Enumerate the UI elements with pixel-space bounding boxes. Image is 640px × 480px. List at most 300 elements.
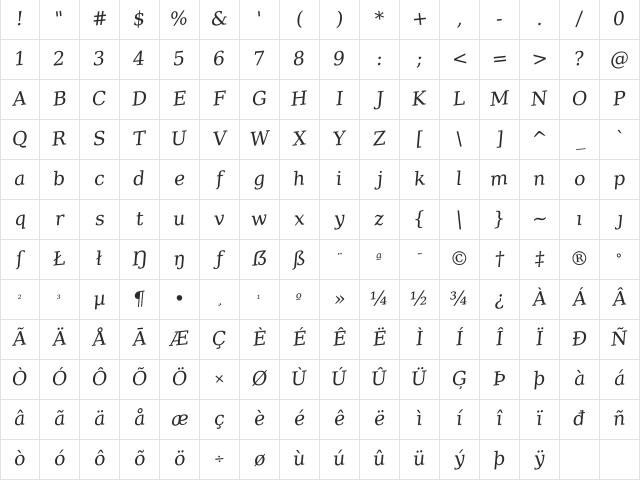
glyph-cell[interactable] <box>440 360 480 400</box>
glyph-cell[interactable] <box>440 80 480 120</box>
glyph-cell[interactable] <box>440 280 480 320</box>
glyph-cell[interactable] <box>320 280 360 320</box>
glyph-character: m <box>489 167 510 191</box>
glyph-character: º <box>295 291 304 308</box>
glyph-character: ƒ <box>214 247 225 271</box>
glyph-cell[interactable] <box>520 0 560 40</box>
glyph-cell[interactable] <box>40 240 80 280</box>
glyph-character: Ç <box>211 327 228 351</box>
glyph-cell[interactable] <box>440 320 480 360</box>
glyph-cell[interactable] <box>480 120 520 160</box>
glyph-cell[interactable] <box>0 200 40 240</box>
glyph-cell[interactable] <box>40 400 80 440</box>
glyph-cell[interactable] <box>400 120 440 160</box>
glyph-cell[interactable] <box>40 160 80 200</box>
glyph-character: U <box>170 127 189 151</box>
glyph-cell[interactable] <box>80 200 120 240</box>
glyph-cell[interactable] <box>200 120 240 160</box>
glyph-cell[interactable] <box>280 360 320 400</box>
glyph-cell[interactable] <box>560 200 600 240</box>
glyph-cell[interactable] <box>560 0 600 40</box>
glyph-cell[interactable] <box>240 0 280 40</box>
glyph-cell[interactable] <box>360 400 400 440</box>
glyph-cell[interactable] <box>240 360 280 400</box>
glyph-cell[interactable] <box>200 400 240 440</box>
glyph-cell[interactable] <box>480 200 520 240</box>
glyph-character: ó <box>52 447 67 471</box>
glyph-cell[interactable] <box>0 0 40 40</box>
glyph-cell[interactable] <box>400 360 440 400</box>
glyph-character: ~ <box>530 207 549 231</box>
glyph-cell[interactable] <box>120 360 160 400</box>
glyph-cell[interactable] <box>360 280 400 320</box>
glyph-cell[interactable] <box>40 120 80 160</box>
glyph-character: Î <box>494 327 505 351</box>
glyph-cell[interactable] <box>120 240 160 280</box>
glyph-cell[interactable] <box>160 280 200 320</box>
glyph-cell[interactable] <box>80 120 120 160</box>
glyph-cell[interactable] <box>200 80 240 120</box>
glyph-character: é <box>292 407 307 431</box>
glyph-cell[interactable] <box>560 440 600 480</box>
glyph-cell[interactable] <box>560 280 600 320</box>
glyph-cell[interactable] <box>560 80 600 120</box>
glyph-cell[interactable] <box>560 40 600 80</box>
glyph-cell[interactable] <box>160 200 200 240</box>
glyph-cell[interactable] <box>40 0 80 40</box>
glyph-character: ȷ <box>615 207 624 231</box>
glyph-character: × <box>213 371 226 388</box>
glyph-cell[interactable] <box>280 80 320 120</box>
glyph-character: ï <box>535 407 544 431</box>
glyph-character: } <box>492 207 507 231</box>
glyph-character: ² <box>17 293 23 305</box>
glyph-cell[interactable] <box>240 40 280 80</box>
glyph-cell[interactable] <box>600 400 640 440</box>
glyph-cell[interactable] <box>560 320 600 360</box>
glyph-cell[interactable] <box>520 160 560 200</box>
glyph-cell[interactable] <box>400 280 440 320</box>
glyph-character: Ł <box>51 247 67 271</box>
glyph-cell[interactable] <box>280 240 320 280</box>
glyph-cell[interactable] <box>360 160 400 200</box>
glyph-cell[interactable] <box>40 80 80 120</box>
glyph-character: r <box>53 207 66 231</box>
glyph-cell[interactable] <box>360 40 400 80</box>
glyph-character: e <box>172 167 187 191</box>
glyph-cell[interactable] <box>520 200 560 240</box>
glyph-character: ] <box>494 127 505 151</box>
glyph-cell[interactable] <box>480 0 520 40</box>
glyph-character: ì <box>415 407 424 431</box>
glyph-character: ÷ <box>213 451 226 468</box>
glyph-character: Æ <box>168 327 191 351</box>
glyph-cell[interactable] <box>240 320 280 360</box>
glyph-character: ³ <box>56 293 63 305</box>
glyph-character: # <box>90 7 109 31</box>
glyph-character: T <box>131 127 147 151</box>
glyph-character: đ <box>572 407 587 431</box>
glyph-cell[interactable] <box>200 160 240 200</box>
glyph-cell[interactable] <box>560 400 600 440</box>
glyph-cell[interactable] <box>120 0 160 40</box>
glyph-cell[interactable] <box>40 200 80 240</box>
glyph-cell[interactable] <box>320 80 360 120</box>
glyph-character: ? <box>573 47 586 71</box>
glyph-cell[interactable] <box>40 40 80 80</box>
glyph-cell[interactable] <box>360 80 400 120</box>
glyph-cell[interactable] <box>40 280 80 320</box>
glyph-character: ç <box>212 407 226 431</box>
glyph-character: $ <box>132 7 147 31</box>
glyph-character: Á <box>571 287 588 311</box>
glyph-cell[interactable] <box>320 120 360 160</box>
glyph-cell[interactable] <box>40 360 80 400</box>
glyph-character: E <box>171 87 188 111</box>
glyph-character: f <box>214 167 225 191</box>
glyph-character: å <box>132 407 147 431</box>
glyph-character: • <box>172 287 187 311</box>
glyph-character: ú <box>332 447 347 471</box>
glyph-cell[interactable] <box>440 40 480 80</box>
glyph-cell[interactable] <box>360 200 400 240</box>
glyph-cell[interactable] <box>240 280 280 320</box>
glyph-cell[interactable] <box>600 200 640 240</box>
glyph-cell[interactable] <box>560 120 600 160</box>
glyph-character: k <box>412 167 427 191</box>
glyph-cell[interactable] <box>400 40 440 80</box>
glyph-cell[interactable] <box>440 120 480 160</box>
glyph-cell[interactable] <box>200 200 240 240</box>
glyph-character: a <box>13 167 27 191</box>
glyph-cell[interactable] <box>280 0 320 40</box>
glyph-cell[interactable] <box>80 320 120 360</box>
glyph-cell[interactable] <box>600 280 640 320</box>
glyph-cell[interactable] <box>600 120 640 160</box>
glyph-cell[interactable] <box>360 0 400 40</box>
glyph-character: , <box>455 7 464 31</box>
glyph-cell[interactable] <box>600 240 640 280</box>
glyph-character: © <box>448 247 471 271</box>
glyph-cell[interactable] <box>160 160 200 200</box>
glyph-cell[interactable] <box>480 240 520 280</box>
glyph-cell[interactable] <box>200 0 240 40</box>
glyph-character: _ <box>573 127 586 151</box>
glyph-character: à <box>572 367 587 391</box>
glyph-character: ü <box>412 447 427 471</box>
glyph-character: Ā <box>131 327 148 351</box>
glyph-character: þ <box>532 367 547 391</box>
glyph-cell[interactable] <box>40 440 80 480</box>
glyph-cell[interactable] <box>520 40 560 80</box>
glyph-cell[interactable] <box>160 360 200 400</box>
glyph-cell[interactable] <box>520 320 560 360</box>
glyph-cell[interactable] <box>200 40 240 80</box>
glyph-cell[interactable] <box>160 80 200 120</box>
glyph-character: ö <box>172 447 187 471</box>
glyph-cell[interactable] <box>520 280 560 320</box>
glyph-character: u <box>172 207 187 231</box>
glyph-cell[interactable] <box>480 320 520 360</box>
glyph-cell[interactable] <box>280 160 320 200</box>
glyph-cell[interactable] <box>0 80 40 120</box>
glyph-cell[interactable] <box>120 400 160 440</box>
glyph-character: n <box>532 167 547 191</box>
glyph-character: Ģ <box>450 367 469 391</box>
glyph-character: ¶ <box>132 287 147 311</box>
glyph-cell[interactable] <box>400 200 440 240</box>
glyph-cell[interactable] <box>200 320 240 360</box>
glyph-cell[interactable] <box>360 440 400 480</box>
glyph-cell[interactable] <box>600 320 640 360</box>
glyph-character: ; <box>415 47 424 71</box>
glyph-character: Ô <box>90 367 109 391</box>
glyph-character: = <box>490 47 509 71</box>
glyph-cell[interactable] <box>320 240 360 280</box>
glyph-cell[interactable] <box>480 80 520 120</box>
glyph-character: w <box>250 207 269 231</box>
glyph-character: Ë <box>371 327 388 351</box>
glyph-character: Ì <box>414 327 425 351</box>
glyph-cell[interactable] <box>80 240 120 280</box>
glyph-cell[interactable] <box>80 400 120 440</box>
glyph-cell[interactable] <box>600 360 640 400</box>
glyph-cell[interactable] <box>120 280 160 320</box>
glyph-character: x <box>292 207 306 231</box>
glyph-cell[interactable] <box>240 400 280 440</box>
glyph-character: ‡ <box>533 247 546 271</box>
glyph-cell[interactable] <box>160 0 200 40</box>
glyph-cell[interactable] <box>200 240 240 280</box>
glyph-cell[interactable] <box>40 320 80 360</box>
glyph-character: / <box>575 7 584 31</box>
glyph-cell[interactable] <box>80 280 120 320</box>
glyph-cell[interactable] <box>600 160 640 200</box>
glyph-cell[interactable] <box>240 240 280 280</box>
glyph-character: Ã <box>11 327 28 351</box>
glyph-character: { <box>412 207 427 231</box>
glyph-cell[interactable] <box>160 40 200 80</box>
glyph-cell[interactable] <box>120 200 160 240</box>
glyph-character: X <box>291 127 308 151</box>
glyph-cell[interactable] <box>240 160 280 200</box>
glyph-character: ŋ <box>172 247 187 271</box>
glyph-character: % <box>169 7 190 31</box>
glyph-character: ¸ <box>215 291 224 308</box>
glyph-cell[interactable] <box>240 80 280 120</box>
glyph-character: q <box>12 207 28 231</box>
glyph-cell[interactable] <box>320 400 360 440</box>
glyph-cell[interactable] <box>120 440 160 480</box>
glyph-cell[interactable] <box>0 40 40 80</box>
glyph-cell[interactable] <box>480 160 520 200</box>
glyph-cell[interactable] <box>120 40 160 80</box>
glyph-cell[interactable] <box>200 440 240 480</box>
glyph-cell[interactable] <box>0 400 40 440</box>
glyph-cell[interactable] <box>600 440 640 480</box>
glyph-character: À <box>531 287 548 311</box>
glyph-cell[interactable] <box>200 360 240 400</box>
glyph-character: H <box>290 87 309 111</box>
glyph-cell[interactable] <box>280 200 320 240</box>
glyph-cell[interactable] <box>280 320 320 360</box>
glyph-cell[interactable] <box>120 80 160 120</box>
glyph-cell[interactable] <box>80 440 120 480</box>
glyph-cell[interactable] <box>480 360 520 400</box>
glyph-character: I <box>334 87 345 111</box>
glyph-character: á <box>612 367 627 391</box>
glyph-character: Q <box>11 127 29 151</box>
glyph-character: É <box>291 327 308 351</box>
glyph-cell[interactable] <box>0 440 40 480</box>
glyph-cell[interactable] <box>360 120 400 160</box>
glyph-cell[interactable] <box>320 40 360 80</box>
glyph-cell[interactable] <box>560 160 600 200</box>
glyph-cell[interactable] <box>320 160 360 200</box>
glyph-cell[interactable] <box>280 400 320 440</box>
glyph-cell[interactable] <box>360 240 400 280</box>
glyph-cell[interactable] <box>320 440 360 480</box>
glyph-character: Ò <box>11 367 29 391</box>
glyph-character: † <box>493 247 506 271</box>
glyph-cell[interactable] <box>160 240 200 280</box>
glyph-character: - <box>495 7 504 31</box>
glyph-cell[interactable] <box>280 280 320 320</box>
glyph-character: Ù <box>290 367 309 391</box>
glyph-cell[interactable] <box>400 240 440 280</box>
glyph-character: Ê <box>331 327 348 351</box>
glyph-character: Z <box>371 127 388 151</box>
glyph-character: ® <box>568 247 591 271</box>
glyph-character: O <box>570 87 589 111</box>
glyph-character: L <box>452 87 467 111</box>
glyph-cell[interactable] <box>440 200 480 240</box>
glyph-cell[interactable] <box>400 400 440 440</box>
glyph-cell[interactable] <box>0 320 40 360</box>
glyph-cell[interactable] <box>80 360 120 400</box>
glyph-character: y <box>332 207 346 231</box>
glyph-cell[interactable] <box>0 120 40 160</box>
glyph-character: È <box>251 327 268 351</box>
glyph-character: ` <box>613 127 626 151</box>
glyph-character: ô <box>92 447 107 471</box>
glyph-cell[interactable] <box>200 280 240 320</box>
glyph-character: ° <box>615 251 624 268</box>
glyph-cell[interactable] <box>400 440 440 480</box>
glyph-cell[interactable] <box>80 80 120 120</box>
glyph-cell[interactable] <box>520 80 560 120</box>
glyph-character: l <box>455 167 464 191</box>
glyph-cell[interactable] <box>440 400 480 440</box>
glyph-character: Ä <box>51 327 68 351</box>
glyph-character: þ <box>492 447 507 471</box>
glyph-cell[interactable] <box>0 160 40 200</box>
glyph-cell[interactable] <box>320 0 360 40</box>
glyph-character: g <box>252 167 267 191</box>
glyph-character: ł <box>95 247 104 271</box>
glyph-cell[interactable] <box>520 440 560 480</box>
glyph-character: b <box>52 167 67 191</box>
glyph-cell[interactable] <box>480 280 520 320</box>
glyph-cell[interactable] <box>480 440 520 480</box>
glyph-character: Þ <box>491 367 507 391</box>
glyph-character: Å <box>91 327 108 351</box>
glyph-cell[interactable] <box>400 320 440 360</box>
glyph-cell[interactable] <box>80 160 120 200</box>
glyph-character: B <box>51 87 68 111</box>
glyph-cell[interactable] <box>480 40 520 80</box>
glyph-cell[interactable] <box>280 120 320 160</box>
glyph-cell[interactable] <box>80 0 120 40</box>
glyph-cell[interactable] <box>360 320 400 360</box>
glyph-cell[interactable] <box>280 40 320 80</box>
glyph-cell[interactable] <box>240 120 280 160</box>
glyph-cell[interactable] <box>240 440 280 480</box>
glyph-character: s <box>93 207 106 231</box>
glyph-cell[interactable] <box>320 360 360 400</box>
glyph-cell[interactable] <box>520 240 560 280</box>
glyph-cell[interactable] <box>320 200 360 240</box>
glyph-cell[interactable] <box>520 120 560 160</box>
glyph-cell[interactable] <box>520 360 560 400</box>
glyph-cell[interactable] <box>120 120 160 160</box>
glyph-cell[interactable] <box>160 400 200 440</box>
glyph-cell[interactable] <box>160 440 200 480</box>
glyph-cell[interactable] <box>600 80 640 120</box>
glyph-character: K <box>411 87 428 111</box>
glyph-cell[interactable] <box>400 80 440 120</box>
glyph-cell[interactable] <box>600 0 640 40</box>
glyph-character: 9 <box>332 47 347 71</box>
glyph-cell[interactable] <box>280 440 320 480</box>
glyph-cell[interactable] <box>80 40 120 80</box>
glyph-cell[interactable] <box>120 160 160 200</box>
glyph-cell[interactable] <box>0 360 40 400</box>
glyph-cell[interactable] <box>440 440 480 480</box>
glyph-character: µ <box>92 287 107 311</box>
glyph-character: d <box>132 167 147 191</box>
glyph-cell[interactable] <box>600 40 640 80</box>
glyph-cell[interactable] <box>0 280 40 320</box>
glyph-character: V <box>211 127 228 151</box>
glyph-cell[interactable] <box>480 400 520 440</box>
glyph-cell[interactable] <box>520 400 560 440</box>
glyph-cell[interactable] <box>440 240 480 280</box>
glyph-character: * <box>373 7 386 31</box>
glyph-cell[interactable] <box>440 0 480 40</box>
glyph-character: õ <box>132 447 147 471</box>
glyph-character: h <box>292 167 307 191</box>
glyph-cell[interactable] <box>400 0 440 40</box>
glyph-cell[interactable] <box>560 360 600 400</box>
glyph-character: D <box>130 87 149 111</box>
glyph-cell[interactable] <box>160 320 200 360</box>
glyph-character: í <box>455 407 464 431</box>
glyph-cell[interactable] <box>120 320 160 360</box>
glyph-character: ſ <box>15 247 25 271</box>
glyph-character: ¯ <box>415 251 424 268</box>
glyph-cell[interactable] <box>560 240 600 280</box>
glyph-character: ø <box>252 447 267 471</box>
glyph-cell[interactable] <box>320 320 360 360</box>
glyph-cell[interactable] <box>160 120 200 160</box>
glyph-cell[interactable] <box>360 360 400 400</box>
glyph-cell[interactable] <box>0 240 40 280</box>
glyph-cell[interactable] <box>440 160 480 200</box>
glyph-cell[interactable] <box>400 160 440 200</box>
glyph-cell[interactable] <box>240 200 280 240</box>
glyph-character: ù <box>292 447 307 471</box>
